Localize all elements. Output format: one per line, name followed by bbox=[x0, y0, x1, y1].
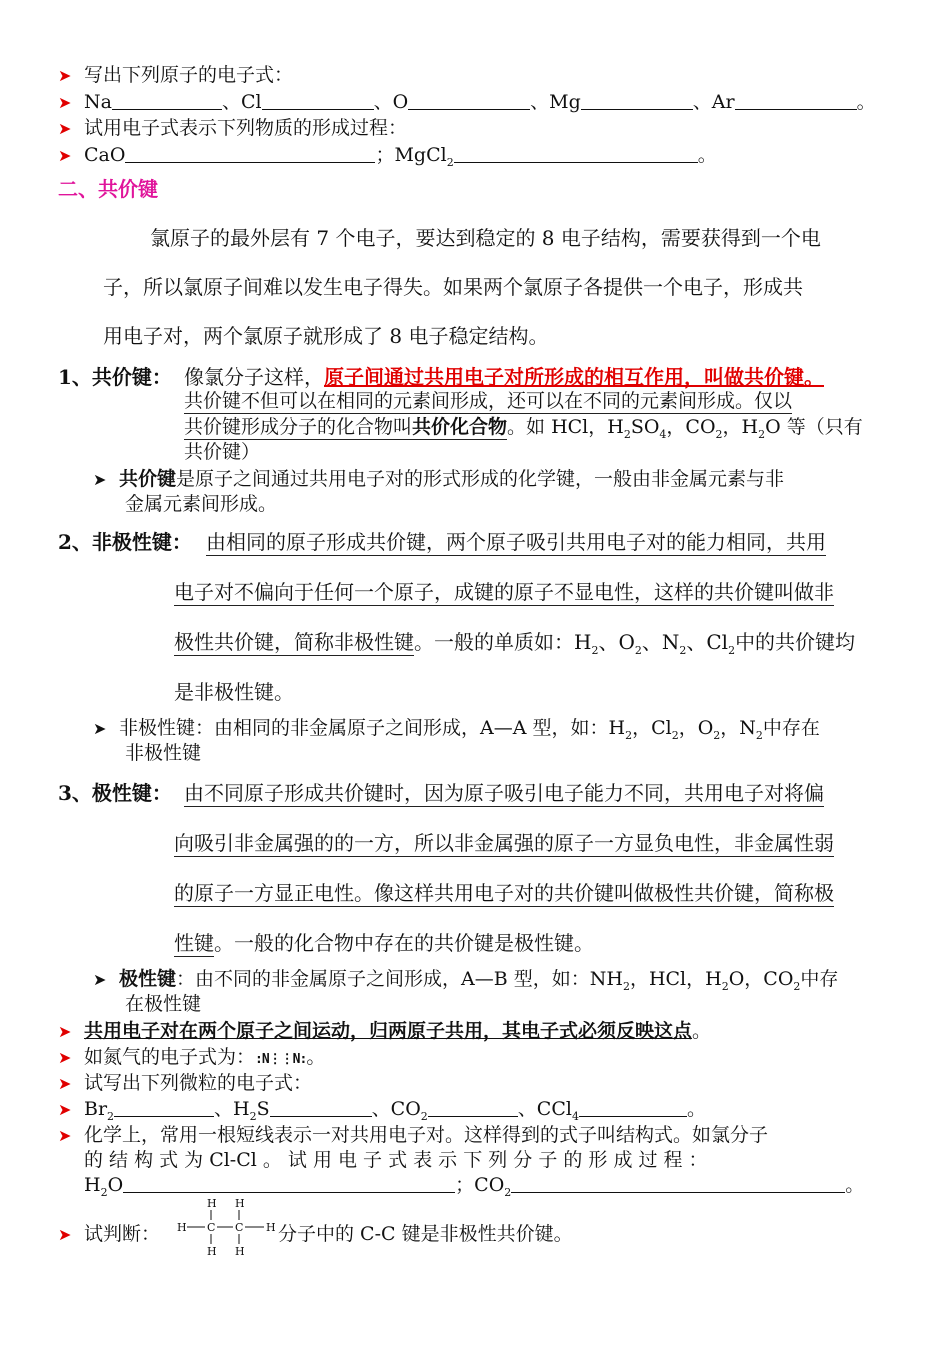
blank-mgcl2[interactable] bbox=[454, 161, 698, 163]
def2-bullet-line-2: 非极性键 bbox=[125, 742, 202, 764]
ethane-h-bottom-right: H bbox=[235, 1245, 245, 1258]
arrow-bullet-icon: ➤ bbox=[58, 1225, 72, 1244]
arrow-bullet-icon: ➤ bbox=[58, 1074, 72, 1093]
bullet-text: 试用电子式表示下列物质的形成过程： bbox=[84, 117, 408, 139]
bullet-structure bbox=[58, 1120, 768, 1147]
ethane-h-right: H bbox=[266, 1221, 276, 1234]
def3-bullet-text: O，CO bbox=[728, 968, 794, 990]
compound-cao: CaO bbox=[84, 144, 126, 166]
blank-h2o[interactable] bbox=[123, 1191, 455, 1193]
bullet-text: 如氮气的电子式为： bbox=[84, 1046, 256, 1068]
subscript: 4 bbox=[659, 427, 667, 441]
particle-ccl4: 、CCl bbox=[517, 1098, 572, 1120]
subscript: 2 bbox=[420, 1109, 428, 1123]
molecule-h2o: O bbox=[107, 1174, 124, 1196]
def3-line-4 bbox=[174, 927, 594, 956]
atom-mg: 、Mg bbox=[530, 91, 581, 113]
arrow-bullet-icon: ➤ bbox=[58, 119, 72, 138]
period: 。 bbox=[856, 91, 876, 113]
bullet-nitrogen bbox=[58, 1042, 325, 1069]
ethane-h-bottom-left: H bbox=[207, 1245, 217, 1258]
blank-mg[interactable] bbox=[581, 108, 693, 110]
def1-lead: 像氯分子这样， bbox=[184, 365, 324, 389]
atom-na: Na bbox=[84, 91, 112, 113]
def3-line-3 bbox=[174, 877, 834, 906]
subscript: 2 bbox=[622, 979, 630, 993]
def3-line-1 bbox=[184, 777, 824, 806]
blank-h2s[interactable] bbox=[270, 1115, 372, 1117]
atom-o: 、O bbox=[373, 91, 409, 113]
subscript: 2 bbox=[758, 427, 766, 441]
bullet-try-write bbox=[58, 1068, 312, 1095]
subscript: 4 bbox=[571, 1109, 579, 1123]
def2-line-4: 是非极性键。 bbox=[174, 680, 294, 704]
def1-line-4: 共价键） bbox=[184, 441, 261, 463]
blank-cl[interactable] bbox=[262, 108, 374, 110]
def3-line-2 bbox=[174, 827, 834, 856]
def1-label: 1、共价键： bbox=[58, 365, 172, 389]
def2-text: 、Cl bbox=[686, 630, 729, 654]
subscript: 2 bbox=[755, 728, 763, 742]
compound-mgcl: ；MgCl bbox=[375, 144, 447, 166]
bullet-text: 化学上，常用一根短线表示一对共用电子对。这样得到的式子叫结构式。如氯分子 bbox=[84, 1124, 769, 1146]
period: 。 bbox=[692, 1020, 712, 1042]
intro-line-3: 用电子对，两个氯原子就形成了 8 电子稳定结构。 bbox=[103, 324, 549, 348]
def1-bullet bbox=[93, 464, 784, 491]
bullet-formation bbox=[58, 113, 407, 140]
intro-line-2: 子，所以氯原子间难以发生电子得失。如果两个氯原子各提供一个电子，形成共 bbox=[103, 275, 803, 299]
subscript: 2 bbox=[446, 155, 454, 169]
period: 。 bbox=[697, 144, 717, 166]
subscript: 2 bbox=[100, 1185, 108, 1199]
def1-bullet-text: 是原子之间通过共用电子对的形式形成的化学键，一般由非金属元素与非 bbox=[176, 468, 785, 490]
blank-ccl4[interactable] bbox=[579, 1115, 687, 1117]
bold-statement: 共用电子对在两个原子之间运动，归两原子共用，其电子式必须反映这点 bbox=[84, 1020, 693, 1042]
def1-text: 共价键形成分子的化合物叫 bbox=[184, 416, 413, 438]
def1-text: SO bbox=[630, 416, 660, 438]
def1-text: ，H bbox=[722, 416, 759, 438]
def2-text: 电子对不偏向于任何一个原子，成键的原子不显电性，这样的共价键叫做非 bbox=[174, 580, 834, 604]
particle-h2s: S bbox=[256, 1098, 270, 1120]
period: 。 bbox=[306, 1046, 326, 1068]
def2-bullet-text: ，O bbox=[678, 717, 714, 739]
section-title: 二、共价键 bbox=[58, 177, 158, 201]
def2-bullet bbox=[93, 713, 820, 742]
arrow-bullet-icon: ➤ bbox=[58, 146, 72, 165]
subscript: 2 bbox=[591, 644, 599, 657]
def2-line-3 bbox=[174, 626, 855, 657]
def2-bullet-text: 中存在 bbox=[762, 717, 820, 739]
blank-cao[interactable] bbox=[125, 161, 375, 163]
ethane-h-left: H bbox=[177, 1221, 187, 1234]
def3-bullet-line-2: 在极性键 bbox=[125, 993, 202, 1015]
def2-text: 由相同的原子形成共价键，两个原子吸引共用电子对的能力相同，共用 bbox=[206, 530, 826, 554]
arrow-bullet-icon: ➤ bbox=[58, 1126, 72, 1145]
def3-text: 。一般的化合物中存在的共价键是极性键。 bbox=[214, 931, 594, 955]
def3-label: 3、极性键： bbox=[58, 781, 172, 805]
def2-text: 、N bbox=[641, 630, 680, 654]
term-covalent-compound: 共价化合物 bbox=[412, 416, 508, 438]
period: 。 bbox=[845, 1174, 865, 1196]
blank-co2-formation[interactable] bbox=[511, 1191, 845, 1193]
term-covalent-bond: 共价键 bbox=[119, 468, 177, 490]
arrow-bullet-icon: ➤ bbox=[58, 66, 72, 85]
arrow-bullet-icon: ➤ bbox=[93, 970, 107, 989]
def1-text: 共价键不但可以在相同的元素间形成，还可以在不同的元素间形成。仅以 bbox=[184, 390, 793, 412]
def1-red-definition: 原子间通过共用电子对所形成的相互作用，叫做共价键。 bbox=[324, 365, 824, 389]
ethane-c-left: C bbox=[207, 1221, 216, 1234]
subscript: 2 bbox=[634, 644, 642, 657]
def3-bullet bbox=[93, 964, 838, 993]
n2-electron-formula: :N⋮⋮N: bbox=[255, 1052, 307, 1067]
bullet-judge bbox=[58, 1219, 160, 1246]
blank-o[interactable] bbox=[408, 108, 530, 110]
def2-text: 极性共价键，简称非极性键 bbox=[174, 630, 414, 654]
molecule-h2o: H bbox=[84, 1174, 101, 1196]
def1-line-2 bbox=[184, 386, 792, 413]
def3-bullet-text: 中存 bbox=[800, 968, 839, 990]
atom-cl: 、Cl bbox=[221, 91, 262, 113]
subscript: 2 bbox=[623, 427, 631, 441]
intro-line-1: 氯原子的最外层有 7 个电子，要达到稳定的 8 电子结构，需要获得到一个电 bbox=[150, 226, 821, 250]
def1-text: O 等（只有 bbox=[765, 416, 863, 438]
structure-line-3 bbox=[84, 1170, 864, 1199]
subscript: 2 bbox=[671, 728, 679, 742]
judge-rest: 分子中的 C-C 键是非极性共价键。 bbox=[278, 1223, 573, 1245]
def2-bullet-text: ，Cl bbox=[632, 717, 672, 739]
ethane-structure-diagram bbox=[176, 1196, 280, 1258]
arrow-bullet-icon: ➤ bbox=[58, 1100, 72, 1119]
subscript: 2 bbox=[715, 427, 723, 441]
arrow-bullet-icon: ➤ bbox=[93, 719, 107, 738]
def1-line-3 bbox=[184, 412, 863, 441]
def2-bullet-text: 非极性键：由相同的非金属原子之间形成，A—A 型，如：H bbox=[119, 717, 626, 739]
def3-bullet-text: ，HCl，H bbox=[629, 968, 722, 990]
period: 。 bbox=[686, 1098, 706, 1120]
blank-co2[interactable] bbox=[428, 1115, 518, 1117]
arrow-bullet-icon: ➤ bbox=[58, 1048, 72, 1067]
def2-label: 2、非极性键： bbox=[58, 530, 192, 554]
bullet-text: 写出下列原子的电子式： bbox=[84, 64, 294, 86]
bullet-atoms-list bbox=[58, 87, 876, 114]
molecule-co2: ；CO bbox=[455, 1174, 505, 1196]
atom-ar: 、Ar bbox=[692, 91, 735, 113]
def2-bullet-text: ，N bbox=[720, 717, 756, 739]
subscript: 2 bbox=[504, 1185, 512, 1199]
def3-text: 由不同原子形成共价键时，因为原子吸引电子能力不同，共用电子对将偏 bbox=[184, 781, 824, 805]
subscript: 2 bbox=[721, 979, 729, 993]
subscript: 2 bbox=[625, 728, 633, 742]
arrow-bullet-icon: ➤ bbox=[58, 1022, 72, 1041]
def3-text: 性键 bbox=[174, 931, 214, 955]
ethane-h-top-left: H bbox=[207, 1197, 217, 1210]
ethane-h-top-right: H bbox=[235, 1197, 245, 1210]
def1-bullet-line-2: 金属元素间形成。 bbox=[125, 493, 278, 515]
blank-ar[interactable] bbox=[735, 108, 857, 110]
arrow-bullet-icon: ➤ bbox=[93, 470, 107, 489]
subscript: 2 bbox=[728, 644, 736, 657]
bullet-text: 试写出下列微粒的电子式： bbox=[84, 1072, 313, 1094]
subscript: 2 bbox=[679, 644, 687, 657]
def3-bullet-text: ：由不同的非金属原子之间形成，A—B 型，如：NH bbox=[176, 968, 623, 990]
subscript: 2 bbox=[249, 1109, 257, 1123]
bullet-text: 试判断： bbox=[84, 1223, 161, 1245]
def2-line-1 bbox=[206, 526, 826, 555]
subscript: 2 bbox=[107, 1109, 115, 1123]
def3-text: 的原子一方显正电性。像这样共用电子对的共价键叫做极性共价键，简称极 bbox=[174, 881, 834, 905]
bullet-write-atoms bbox=[58, 60, 293, 87]
term-polar-bond: 极性键 bbox=[119, 968, 177, 990]
def1-text: ，CO bbox=[666, 416, 716, 438]
arrow-bullet-icon: ➤ bbox=[58, 93, 72, 112]
structure-line-2: 的 结 构 式 为 Cl-Cl 。 试 用 电 子 式 表 示 下 列 分 子 的 形 成 过 程 ： bbox=[84, 1149, 708, 1171]
particle-co2: 、CO bbox=[371, 1098, 421, 1120]
def2-text: 中的共价键均 bbox=[735, 630, 856, 654]
def2-line-2 bbox=[174, 576, 834, 605]
particle-h2s: 、H bbox=[214, 1098, 250, 1120]
bullet-shared-pair bbox=[58, 1016, 711, 1043]
bullet-particles bbox=[58, 1094, 706, 1123]
subscript: 2 bbox=[793, 979, 801, 993]
ethane-c-right: C bbox=[235, 1221, 244, 1234]
def2-text: 、O bbox=[598, 630, 635, 654]
blank-na[interactable] bbox=[112, 108, 222, 110]
def3-text: 向吸引非金属强的的一方，所以非金属强的原子一方显负电性，非金属性弱 bbox=[174, 831, 834, 855]
def1-text: 。如 HCl，H bbox=[507, 416, 624, 438]
blank-br2[interactable] bbox=[114, 1115, 214, 1117]
def2-text: 。一般的单质如：H bbox=[414, 630, 592, 654]
subscript: 2 bbox=[713, 728, 721, 742]
particle-br2: Br bbox=[84, 1098, 108, 1120]
bullet-cao-mgcl2 bbox=[58, 140, 717, 169]
